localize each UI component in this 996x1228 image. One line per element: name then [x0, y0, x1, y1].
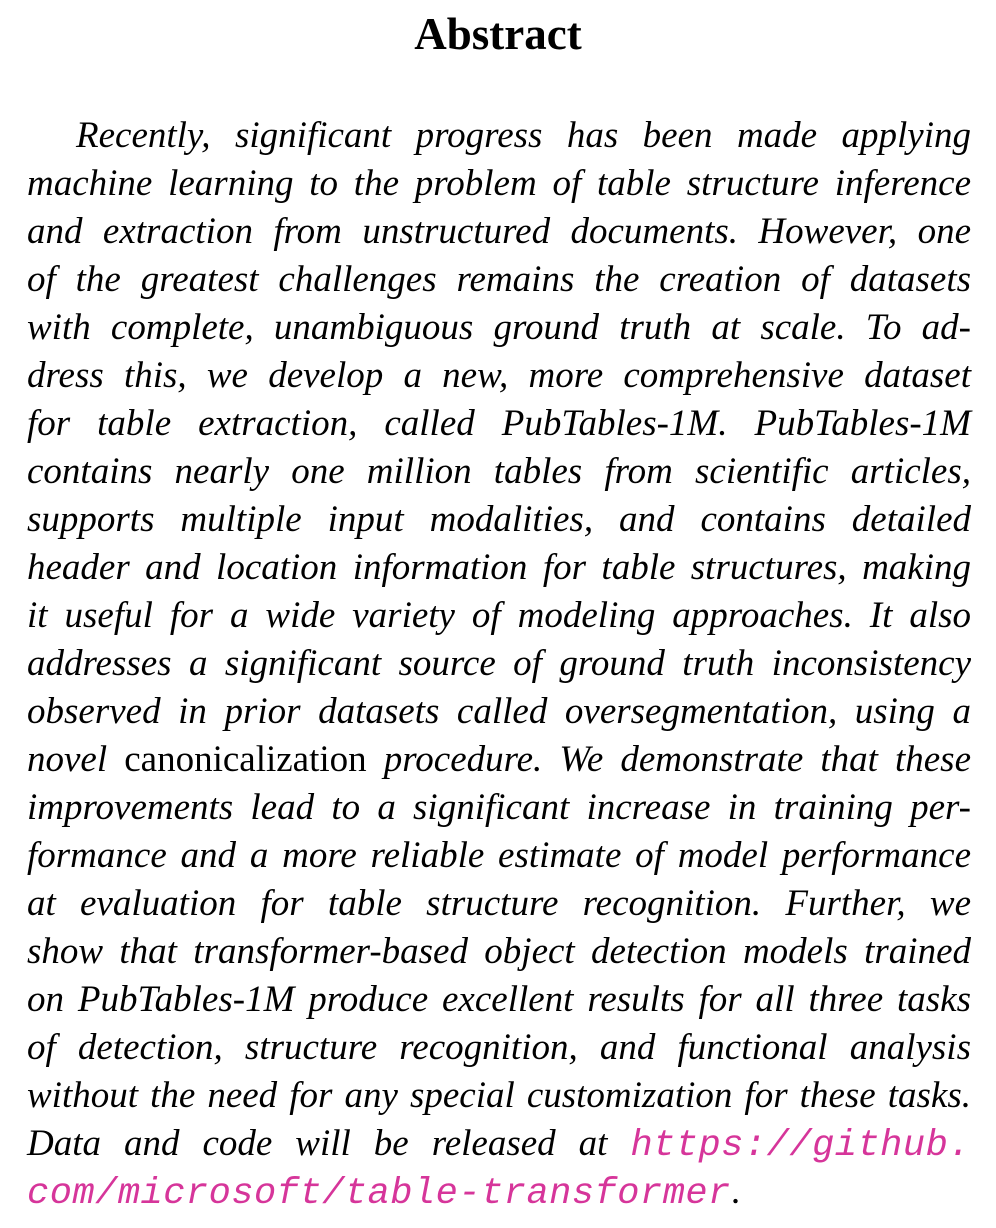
abstract-line [27, 1120, 971, 1168]
abstract-line: addresses a significant source of ground truth inconsistency [27, 643, 971, 684]
abstract-text: Data and code will be released at [27, 1123, 631, 1164]
abstract-line: and extraction from unstructured documents. However, one [27, 211, 971, 252]
abstract-line: of the greatest challenges remains the creation of datasets [27, 259, 971, 300]
abstract-line: machine learning to the problem of table structure inference [27, 163, 971, 204]
abstract-line: observed in prior datasets called oversegmentation, using a [27, 691, 971, 732]
abstract-text: procedure. We demonstrate that these [366, 739, 972, 780]
abstract-line [27, 736, 971, 784]
github-link[interactable]: https://github. [630, 1125, 971, 1167]
abstract-period: . [730, 1171, 741, 1212]
abstract-line: it useful for a wide variety of modeling approaches. It also [27, 595, 971, 636]
section-heading: Abstract [414, 9, 582, 59]
abstract-line: without the need for any special customization for these tasks. [27, 1075, 971, 1116]
github-link-continued[interactable]: com/microsoft/table-transformer [27, 1173, 731, 1215]
abstract-line: of detection, structure recognition, and functional analysis [27, 1027, 971, 1068]
abstract-body [27, 112, 971, 1216]
abstract-line: Recently, significant progress has been made applying [76, 115, 971, 156]
abstract-line: dress this, we develop a new, more comprehensive dataset [27, 355, 971, 396]
abstract-line: contains nearly one million tables from scientific articles, [27, 451, 971, 492]
canonicalization-term: canonicalization [124, 739, 367, 780]
abstract-text: novel [27, 739, 125, 780]
abstract-line: with complete, unambiguous ground truth at scale. To ad- [27, 307, 971, 348]
abstract-line: show that transformer-based object detection models trained [27, 931, 971, 972]
abstract-line: for table extraction, called PubTables-1M. PubTables-1M [27, 403, 971, 444]
abstract-line: at evaluation for table structure recognition. Further, we [27, 883, 971, 924]
abstract-line: improvements lead to a significant increase in training per- [27, 787, 971, 828]
abstract-line: supports multiple input modalities, and contains detailed [27, 499, 971, 540]
abstract-line: formance and a more reliable estimate of model performance [27, 835, 971, 876]
abstract-line [27, 1168, 971, 1216]
abstract-line: on PubTables-1M produce excellent results for all three tasks [27, 979, 971, 1020]
abstract-line: header and location information for table structures, making [27, 547, 971, 588]
